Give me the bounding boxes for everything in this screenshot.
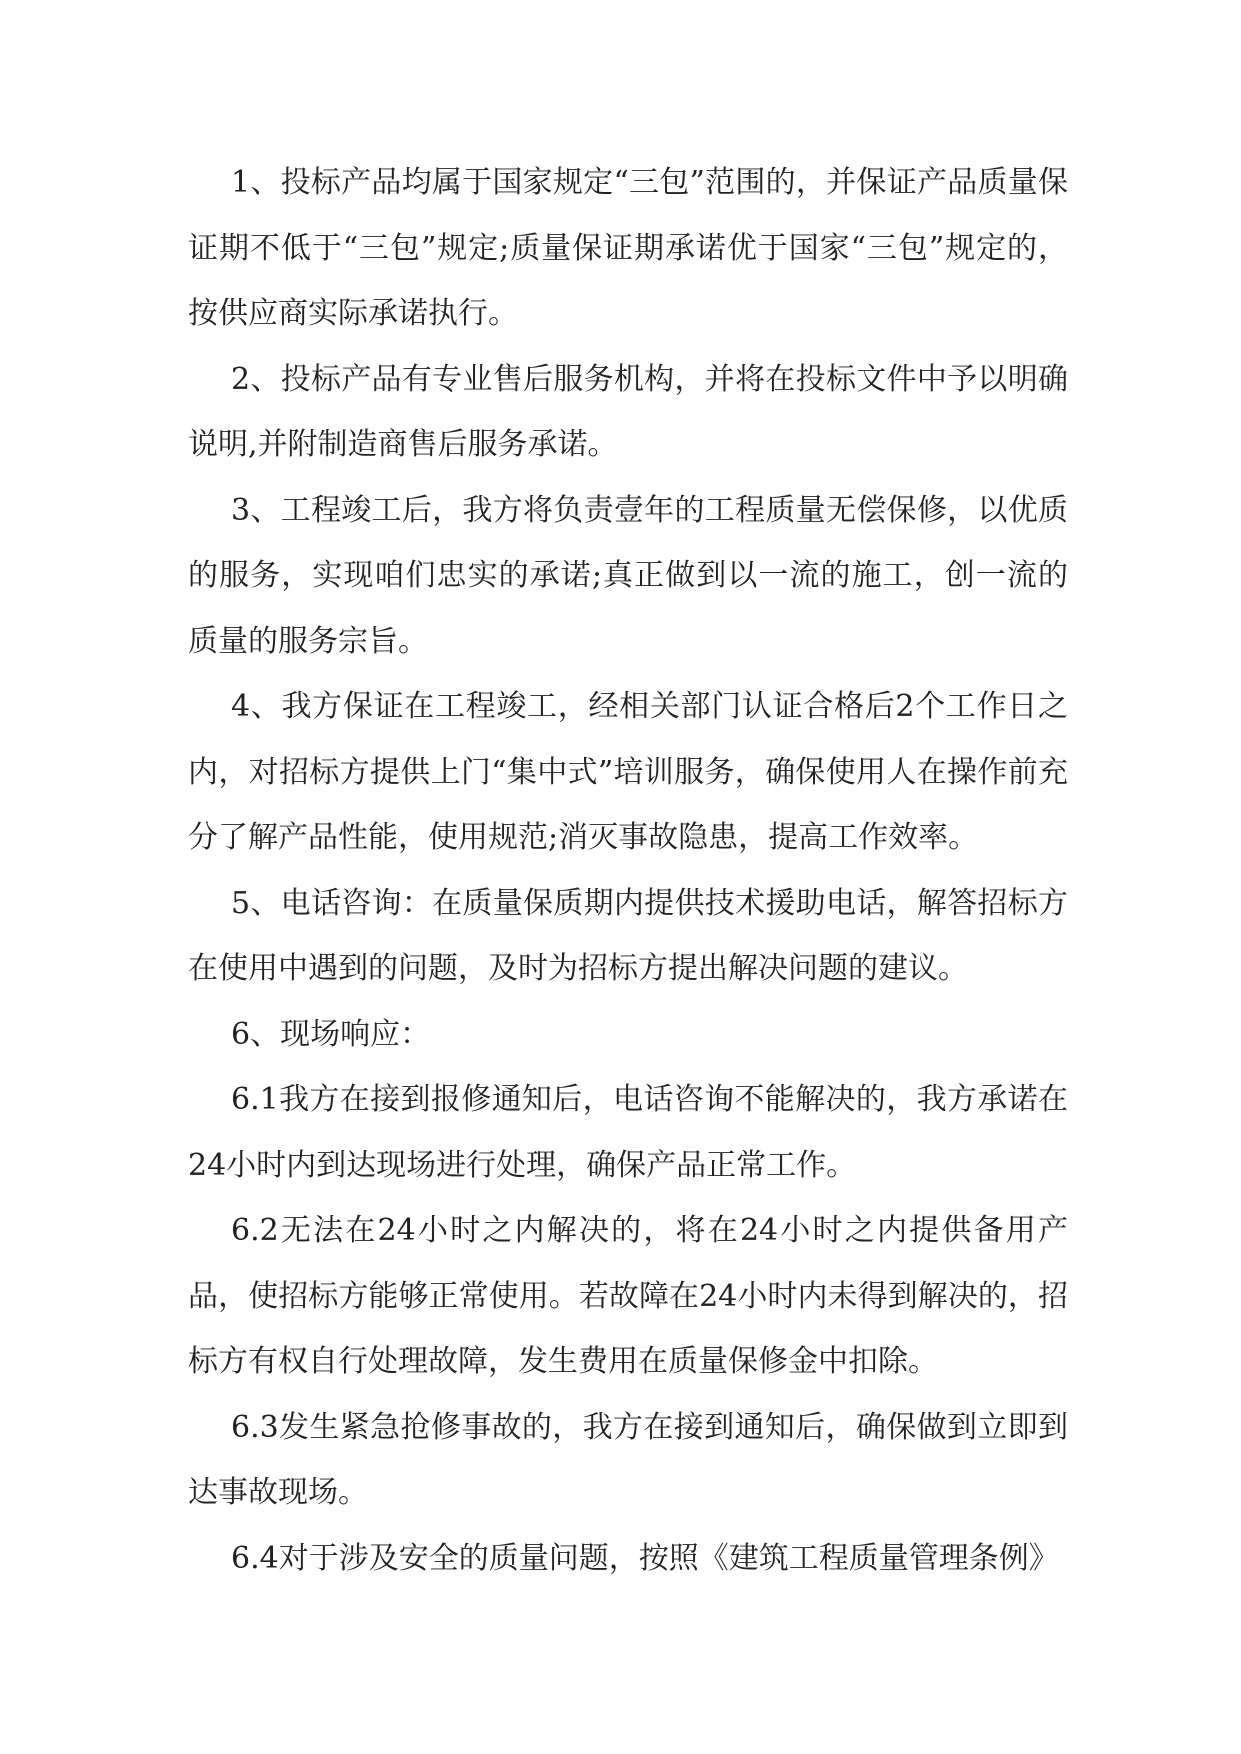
paragraph-6-4: 6.4对于涉及安全的质量问题，按照《建筑工程质量管理条例》	[231, 1540, 1059, 1576]
paragraph-5: 5、电话咨询：在质量保质期内提供技术援助电话，解答招标方在使用中遇到的问题，及时为招标方提出解决问题的建议。	[188, 885, 1068, 986]
paragraph-1: 1、投标产品均属于国家规定“三包”范围的，并保证产品质量保证期不低于“三包”规定;质量保证期承诺优于国家“三包”规定的，按供应商实际承诺执行。	[188, 165, 1068, 331]
document-body	[188, 150, 1068, 1591]
paragraph-6: 6、现场响应：	[231, 1016, 431, 1052]
paragraph-6-3: 6.3发生紧急抢修事故的，我方在接到通知后，确保做到立即到达事故现场。	[188, 1409, 1068, 1510]
paragraph-4: 4、我方保证在工程竣工，经相关部门认证合格后2个工作日之内，对招标方提供上门“集中式”培训服务，确保使用人在操作前充分了解产品性能，使用规范;消灭事故隐患，提高工作效率。	[188, 689, 1068, 855]
paragraph-6-1: 6.1我方在接到报修通知后，电话咨询不能解决的，我方承诺在24小时内到达现场进行处理，确保产品正常工作。	[188, 1082, 1068, 1183]
paragraph-6-2: 6.2无法在24小时之内解决的，将在24小时之内提供备用产品，使招标方能够正常使用。若故障在24小时内未得到解决的，招标方有权自行处理故障，发生费用在质量保修金中扣除。	[188, 1213, 1068, 1379]
paragraph-3: 3、工程竣工后，我方将负责壹年的工程质量无偿保修，以优质的服务，实现咱们忠实的承诺;真正做到以一流的施工，创一流的质量的服务宗旨。	[188, 492, 1068, 659]
paragraph-2: 2、投标产品有专业售后服务机构，并将在投标文件中予以明确说明,并附制造商售后服务承诺。	[188, 361, 1068, 462]
